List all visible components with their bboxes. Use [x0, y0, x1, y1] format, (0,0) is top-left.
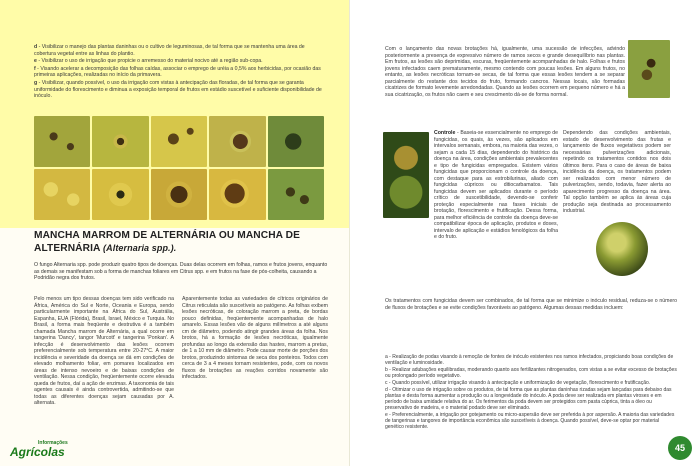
list-item: a - Realização de podas visando à remoção de fontes de inóculo existentes nos ramos infectados, propiciando boas condições de ventilação e luminosidade. — [385, 354, 674, 367]
shoot-symptom-photo — [383, 132, 429, 218]
article-title: MANCHA MARROM DE ALTERNÁRIA OU MANCHA DE ALTERNÁRIA (Alternaria spp.). — [34, 230, 301, 254]
list-item: g - Visibilizar, quando possível, o uso da irrigação com vistas à antecipação das floradas, de tal forma que se garanta uniformidade do florescimento e diminua a exposição temporal de frutos em estádio suscetível e suficiente disponibilidade de inóculo. — [34, 79, 322, 100]
list-item: d - Otimizar o uso de irrigação sobre os produtos, de tal forma que as plantas daninhas rizadas sejam lançadas para debaixo das plantas e desta forma aumentar a produção ou a longevidade do inóculo. A poda deve ser realizada em plantas viroses e em período de baixa umidade relativa do ar. Os ferimentos da poda devem ser protegidos com pasta cúprica, tinta a óleo ou preservativo de madeira, e o material podado deve ser eliminado. — [385, 386, 672, 412]
control-paragraph: Controle - Baseia-se essencialmente no emprego de fungicidas, os quais, às vezes, são aplicados em intervalos semanais, embora, na maioria das vezes, o sejam a cada 15 dias, dependendo do histórico da doença na área, condições ambientais prevalecentes e tipo de fungicidas empregados. Existem vários fungicidas que proporcionam o controle da doença, com destaque para as estrobilurinas, aliado com fungicidas cúpricos ou ditiocarbamatos. Tais fungicidas devem ser aplicados durante o período crítico de suscetibilidade, devendo-se conferir proteção especialmente nas fases iniciais de brotação, florescimento e frutificação. Dessa forma, para melhor eficiência de controle da doença deve-se compatibilizar época de aplicação, produtos e doses, intervalo de aplicação e estádios fenológicos da folha e do fruto. — [434, 130, 558, 240]
fruit-lesion-photo — [209, 169, 265, 220]
body-column-1: Pelo menos um tipo dessas doenças tem sido verificado na África, América do Sul e Norte, Oceania e Europa, sendo particularmente importante na África do Sul, Austrália, Espanha, EUA (Flórida), Brasil, Israel, México e Turquia. No Brasil, a forma mais freqüente e destrutiva é a também chamada Mancha marrom de Alternária, a qual ocorre em tangerina 'Dancy', tangor 'Murcott' e tangerina 'Ponkan'. A infecção é desenvolvimento das lesões ocorrem preferencialmente sob temperatura entre 20-27°C. A maior incidência e severidade da doença se dá em condições de elevado molhamento foliar, em pomares localizados em áreas de intenso nevoeiro e de baixas condições de ventilação. Nessa condição, freqüentemente ocorre elevada queda de frutos, daí a ação de enzimas. A taxonomia de tais agentes causais é ainda controvertida, admitindo-se que todas as diferentes doenças sejam causadas por A. alternata. — [34, 296, 174, 406]
fruit-round-photo — [596, 222, 648, 276]
fruit-lesion-photo — [209, 116, 265, 167]
list-item: d - Visibilizar o manejo das plantas daninhas ou o cultivo de leguminosas, de tal forma que se mantenha uma área de cobertura vegetal entre as linhas do plantio. — [34, 44, 305, 57]
leaf-lesion-photo — [92, 116, 148, 167]
body-column-2: Aparentemente todas as variedades de cítricos originários de Citrus reticulata são suscetíveis ao patógeno. As folhas exibem lesões necróticas, de coloração marrom a preta, de bordas pouco definidas, freqüentemente acompanhadas de halo amarelo. Essas lesões vão de alguns milímetros a até alguns cm de diâmetro, podendo atingir grandes áreas da folha. Nos brotos, há a formação de lesões necróticas, igualmente profundas ao longo da extensão das hastes, marrom a pretas, de 1 a 10 mm de diâmetro. Pode causar morte de porções dos brotos, produzindo sintomas de seca dos ponteiros. Todos com cerca de 3 a 4 meses tornam resistentes, pode, com os novos fluxos de brotações as reações corridos novamente são infectados. — [182, 296, 328, 380]
treatment-paragraph: Os tratamentos com fungicidas devem ser combinados, de tal forma que se minimize o inóculo residual, reduza-se o número de fluxos de brotações e se evite condições favoráveis ao patógeno. Algumas dessas medidas incluem: — [385, 298, 677, 311]
list-item: c - Quando possível, utilizar irrigação visando à antecipação e uniformização de vegetação, florescimento e frutificação. — [385, 379, 651, 386]
list-item: f - Visando acelerar a decomposição das folhas caídas, associar o emprego de uréia a 0,5% aos herbicidas, por ocasião das primeiras aplicações, realizadas no início da primavera. — [34, 65, 321, 79]
page-number: 45 — [668, 436, 692, 460]
leaf-lesion-photo — [268, 116, 324, 167]
right-paragraph-1: Com o lançamento das novas brotações há, igualmente, uma sucessão de infecções, advindo posteriormente a presença de expressivo número de ramos secos e grande desequilíbrio nas plantas. Em frutos, as lesões são deprimidas, escuras, freqüentemente acompanhadas de halo. Folhas e frutos jovens infectados caem prematuramente, mesmo contendo com poucas lesões. Em alguns frutos, no entanto, as lesões necróticas tornam-se secas, de tal forma que essas lesões tendem a se separar parcialmente do restante dos tecidos do fruto, formando cancros. Nessas locais, são formadas cicatrizes de formato levemente arredondadas. Quando as lesões ocorrem em pequeno número e há a sua cicatrização, os frutos não caem e seu crescimento dá-se de forma normal. — [385, 46, 625, 98]
leaf-lesion-photo — [151, 116, 207, 167]
publication-logo: Informações Agrícolas — [10, 440, 68, 459]
fruit-symptom-photo — [628, 40, 670, 98]
list-item: e - Preferencialmente, a irrigação por gotejamento ou micro-aspersão deve ser preferida à por aspersão. A maioria das variedades de tangerinas e tangores de importância econômica são suscetíveis à doença. Quando possível, deve-se optar por material genético resistente. — [385, 411, 675, 431]
dependence-paragraph: Dependendo das condições ambientais, estado de desenvolvimento das frutas e lançamento de fluxos vegetativos podem ser necessárias pulverizações adicionais, repetindo os tratamentos contidos nos dois últimos itens. Para o caso de áreas de baixa incidência da doença, os tratamentos podem ser realizados com menor número de pulverizações, sendo, todavia, fazer alerta ao aparecimento progresso da doença na área. Tal opção também se aplica às áreas cuja produção seja destinada ao processamento industrial. — [563, 130, 671, 214]
measures-list — [385, 354, 677, 431]
list-item: e - Visibilizar o uso de irrigação que propicie o arremesso do material nocivo até a região sub-copa. — [34, 58, 263, 65]
leaf-lesion-photo — [268, 169, 324, 220]
scientific-name: (Alternaria spp.). — [103, 243, 177, 253]
symptom-photo-grid — [34, 116, 324, 220]
fruit-lesion-photo — [92, 169, 148, 220]
intro-paragraph: O fungo Alternaria spp. pode produzir quatro tipos de doenças. Duas delas ocorrem em folhas, ramos e frutos jovens, enquanto as demais se manifestam sob a forma de manchas foliares em Citrus spp. e em frutos na fase de pós-colheita, causando a Podridão negra dos frutos. — [34, 262, 328, 281]
leaf-lesion-photo — [34, 116, 90, 167]
list-item: b - Realizar adubações equilibradas, moderando quanto aos fertilizantes nitrogenados, com vistas a se evitar excesso de brotações ou prolongado período vegetativo. — [385, 366, 677, 380]
fruit-lesion-photo — [34, 169, 90, 220]
fruit-lesion-photo — [151, 169, 207, 220]
recommendation-list — [34, 44, 324, 101]
